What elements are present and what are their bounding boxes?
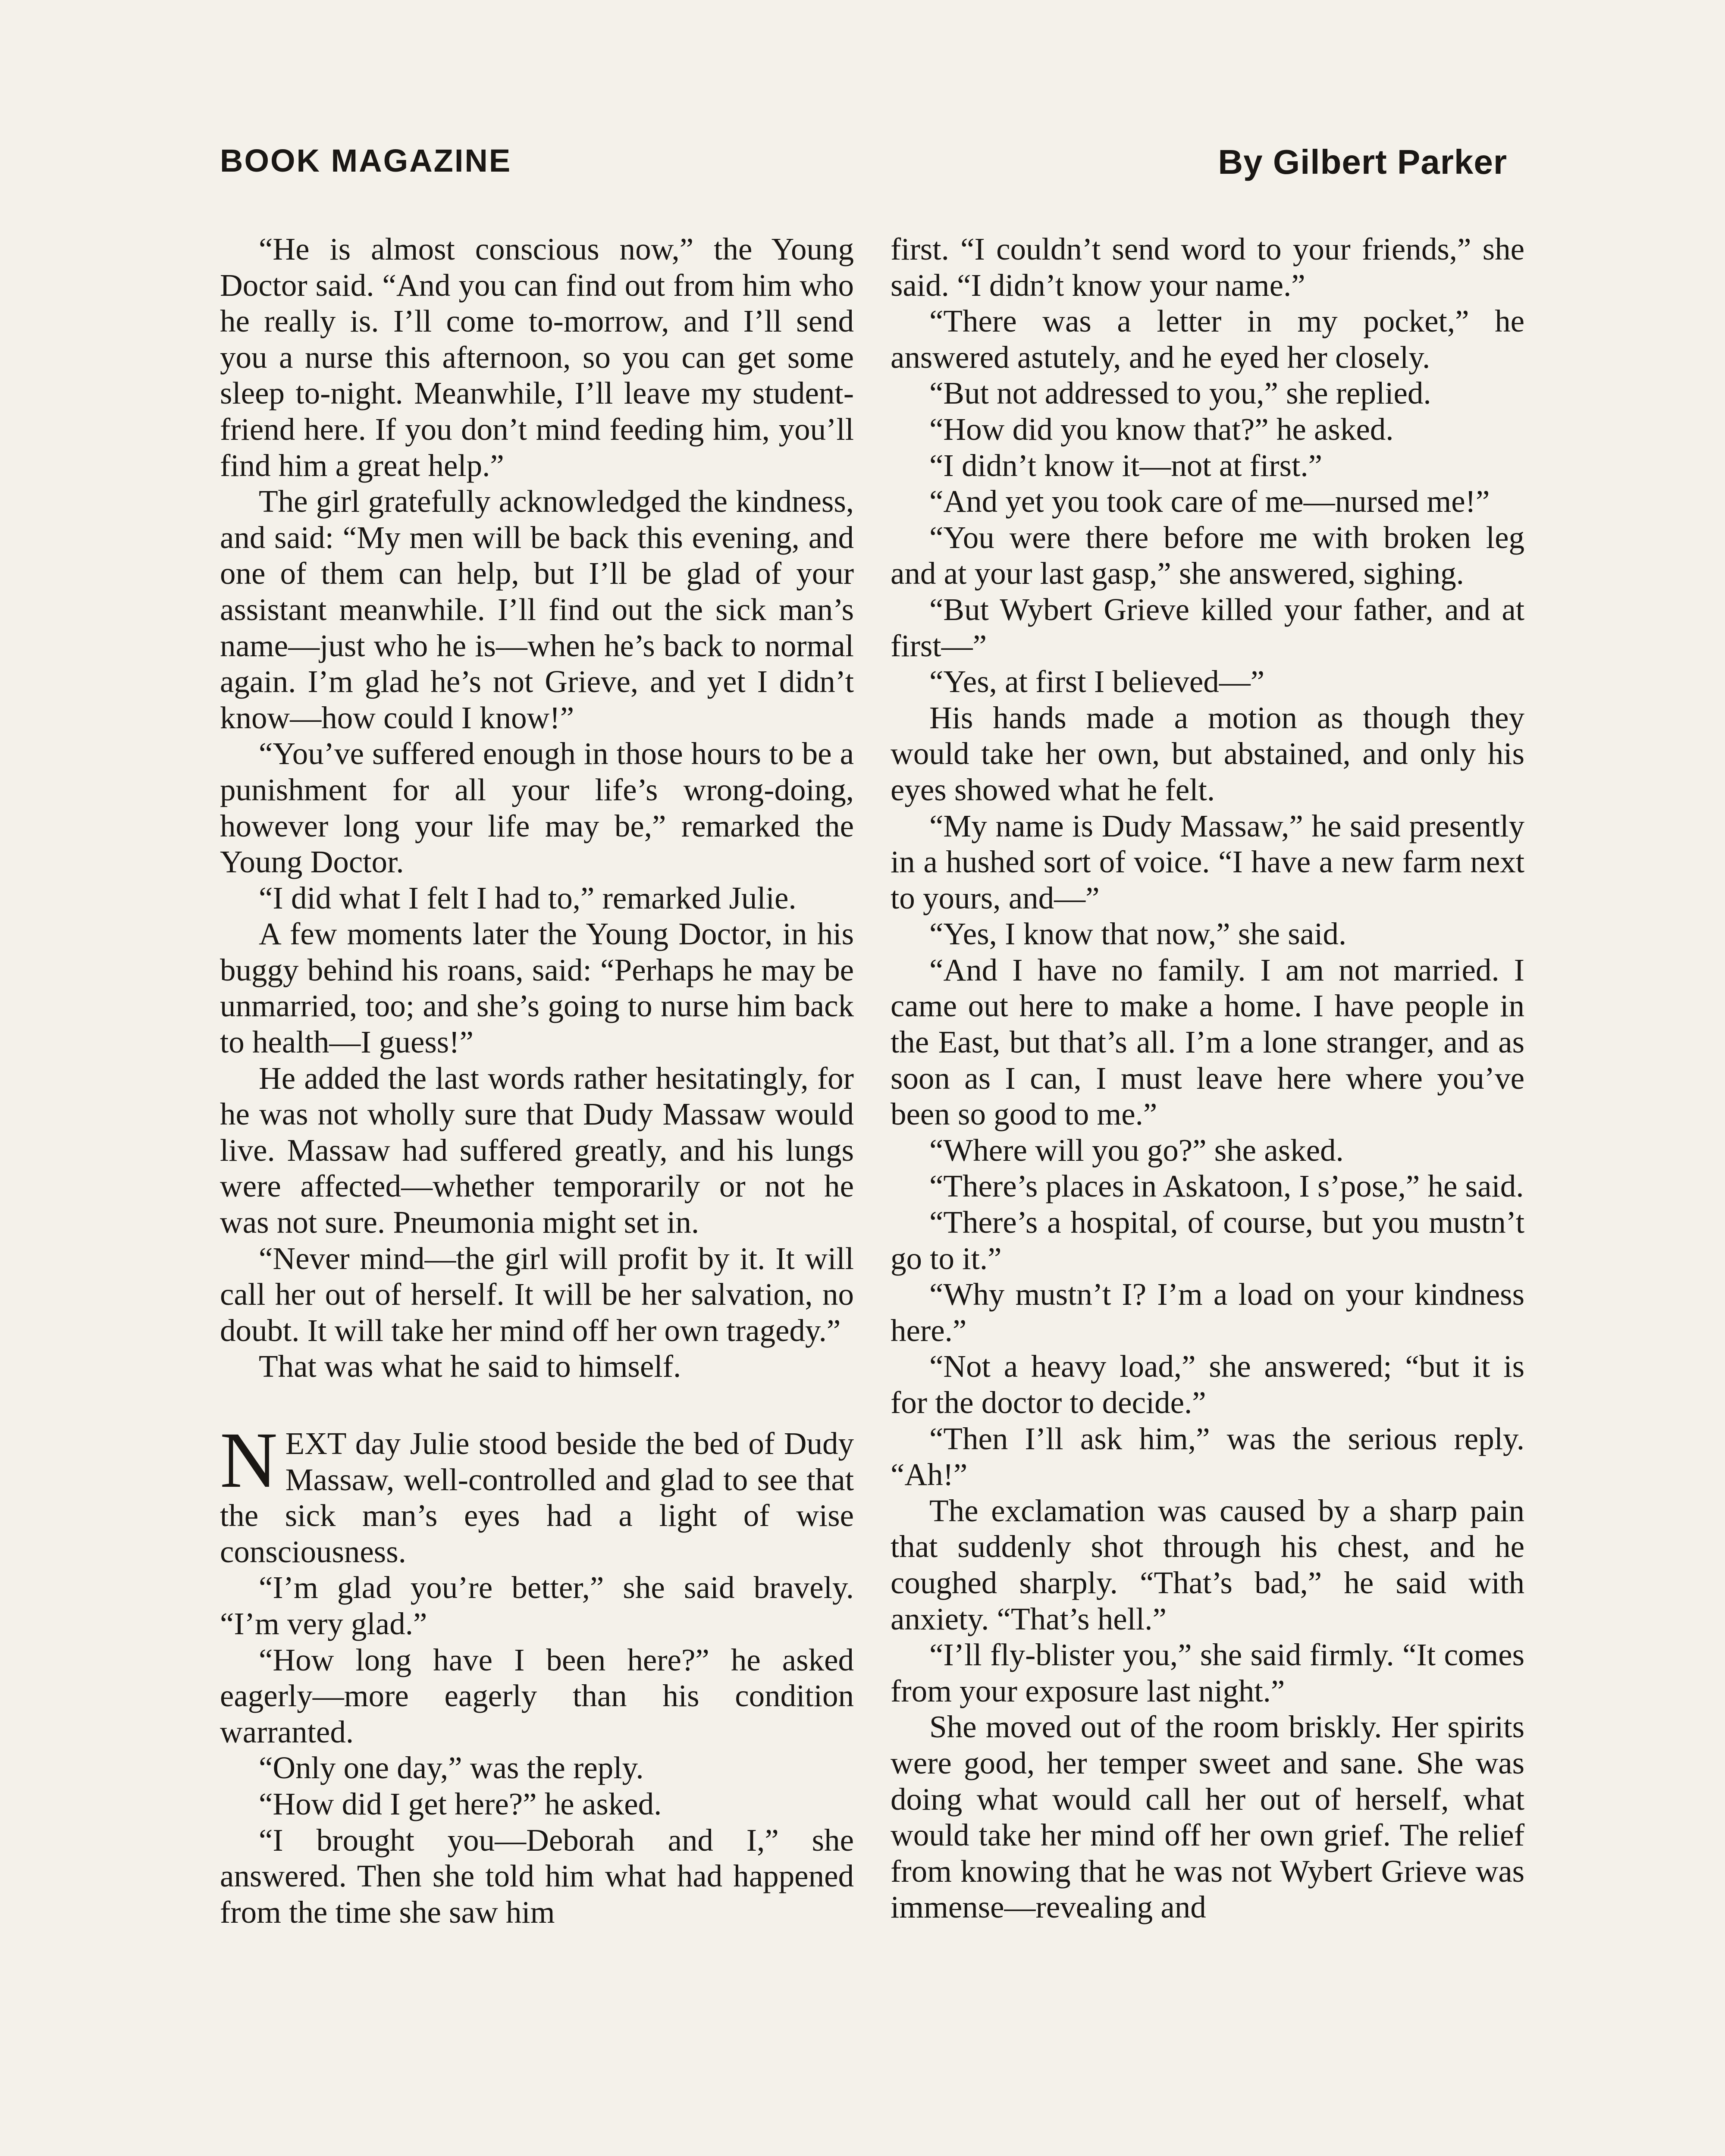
paragraph: “Where will you go?” she asked. (929, 1132, 1344, 1168)
paragraph: “Only one day,” was the reply. (259, 1750, 644, 1786)
paragraph-continued: first. “I couldn’t send word to your friends,” she said. “I didn’t know your name.” (891, 232, 1524, 303)
section-opening-paragraph (220, 1416, 854, 1570)
paragraph: “I’ll fly-blister you,” she said firmly. “It comes from your exposure last night.” (891, 1637, 1524, 1708)
paragraph: “My name is Dudy Massaw,” he said presently in a hushed sort of voice. “I have a new farm next to yours, and—” (891, 808, 1524, 915)
text-column-left (220, 231, 854, 1930)
paragraph: “I did what I felt I had to,” remarked Julie. (259, 880, 797, 915)
text-column-right (891, 231, 1524, 1925)
paragraph: “I’m glad you’re better,” she said bravely. “I’m very glad.” (220, 1570, 854, 1641)
paragraph: “You’ve suffered enough in those hours to be a punishment for all your life’s wrong-doing, however long your life may be,” remarked the Young Doctor. (220, 736, 854, 880)
paragraph: His hands made a motion as though they would take her own, but abstained, and only his eyes showed what he felt. (891, 700, 1524, 807)
paragraph: “How did I get here?” he asked. (259, 1786, 662, 1821)
paragraph: He added the last words rather hesitatingly, for he was not wholly sure that Dudy Massaw would live. Massaw had suffered greatly, and his lungs were affected—whether temporarily or not he was not sure. Pneumonia might set in. (220, 1060, 854, 1240)
section-break (220, 1385, 854, 1426)
paragraph: “You were there before me with broken leg and at your last gasp,” she answered, sighing. (891, 520, 1524, 591)
paragraph: “There’s a hospital, of course, but you mustn’t go to it.” (891, 1205, 1524, 1276)
paragraph: A few moments later the Young Doctor, in his buggy behind his roans, said: “Perhaps he may be unmarried, too; and she’s going to nurse him back to health—I guess!” (220, 916, 854, 1060)
paragraph: “How long have I been here?” he asked eagerly—more eagerly than his condition warranted. (220, 1642, 854, 1749)
paragraph: “I brought you—Deborah and I,” she answered. Then she told him what had happened from the time she saw him (220, 1822, 854, 1930)
paragraph: “And I have no family. I am not married. I came out here to make a home. I have people in the East, but that’s all. I’m a lone stranger, and as soon as I can, I must leave here where you’ve been so good to me.” (891, 952, 1524, 1132)
paragraph: “I didn’t know it—not at first.” (929, 448, 1323, 483)
paragraph: The girl gratefully acknowledged the kindness, and said: “My men will be back this evening, and one of them can help, but I’ll be glad of your assistant meanwhile. I’ll find out the sick man’s name—just who he is—when he’s back to normal again. I’m glad he’s not Grieve, and yet I didn’t know—how could I know!” (220, 484, 854, 735)
paragraph: “Yes, at first I believed—” (929, 664, 1265, 699)
paragraph: “Never mind—the girl will profit by it. It will call her out of herself. It will be her salvation, no doubt. It will take her mind off her own tragedy.” (220, 1241, 854, 1348)
paragraph: “There was a letter in my pocket,” he answered astutely, and he eyed her closely. (891, 304, 1524, 375)
paragraph: That was what he said to himself. (259, 1349, 681, 1384)
paragraph: “Yes, I know that now,” she said. (929, 916, 1347, 952)
paragraph: “There’s places in Askatoon, I s’pose,” he said. (929, 1169, 1524, 1204)
paragraph: “Why mustn’t I? I’m a load on your kindness here.” (891, 1277, 1524, 1348)
section-opening-text: EXT day Julie stood beside the bed of Dudy Massaw, well-controlled and glad to see that the sick man’s eyes had a light of wise consciousness. (220, 1426, 854, 1569)
paragraph: “But Wybert Grieve killed your father, and at first—” (891, 592, 1524, 663)
paragraph: She moved out of the room briskly. Her spirits were good, her temper sweet and sane. She was doing what would call her out of herself, what would take her mind off her own grief. The relief from knowing that he was not Wybert Grieve was immense—revealing and (891, 1709, 1524, 1925)
paragraph: “How did you know that?” he asked. (929, 411, 1394, 447)
paragraph: “He is almost conscious now,” the Young Doctor said. “And you can find out from him who he really is. I’ll come to-morrow, and I’ll send you a nurse this afternoon, so you can get some sleep to-night. Meanwhile, I’ll leave my student-friend here. If you don’t mind feeding him, you’ll find him a great help.” (220, 232, 854, 483)
running-header-magazine: BOOK MAGAZINE (220, 143, 512, 179)
running-header-author: By Gilbert Parker (1218, 143, 1507, 181)
drop-cap: N (220, 1416, 278, 1504)
paragraph: “Not a heavy load,” she answered; “but it is for the doctor to decide.” (891, 1349, 1524, 1420)
paragraph: “But not addressed to you,” she replied. (929, 376, 1431, 411)
paragraph: “And yet you took care of me—nursed me!” (929, 484, 1490, 519)
paragraph: “Then I’ll ask him,” was the serious reply. “Ah!” (891, 1421, 1524, 1492)
paragraph: The exclamation was caused by a sharp pain that suddenly shot through his chest, and he coughed sharply. “That’s bad,” he said with anxiety. “That’s hell.” (891, 1493, 1524, 1636)
